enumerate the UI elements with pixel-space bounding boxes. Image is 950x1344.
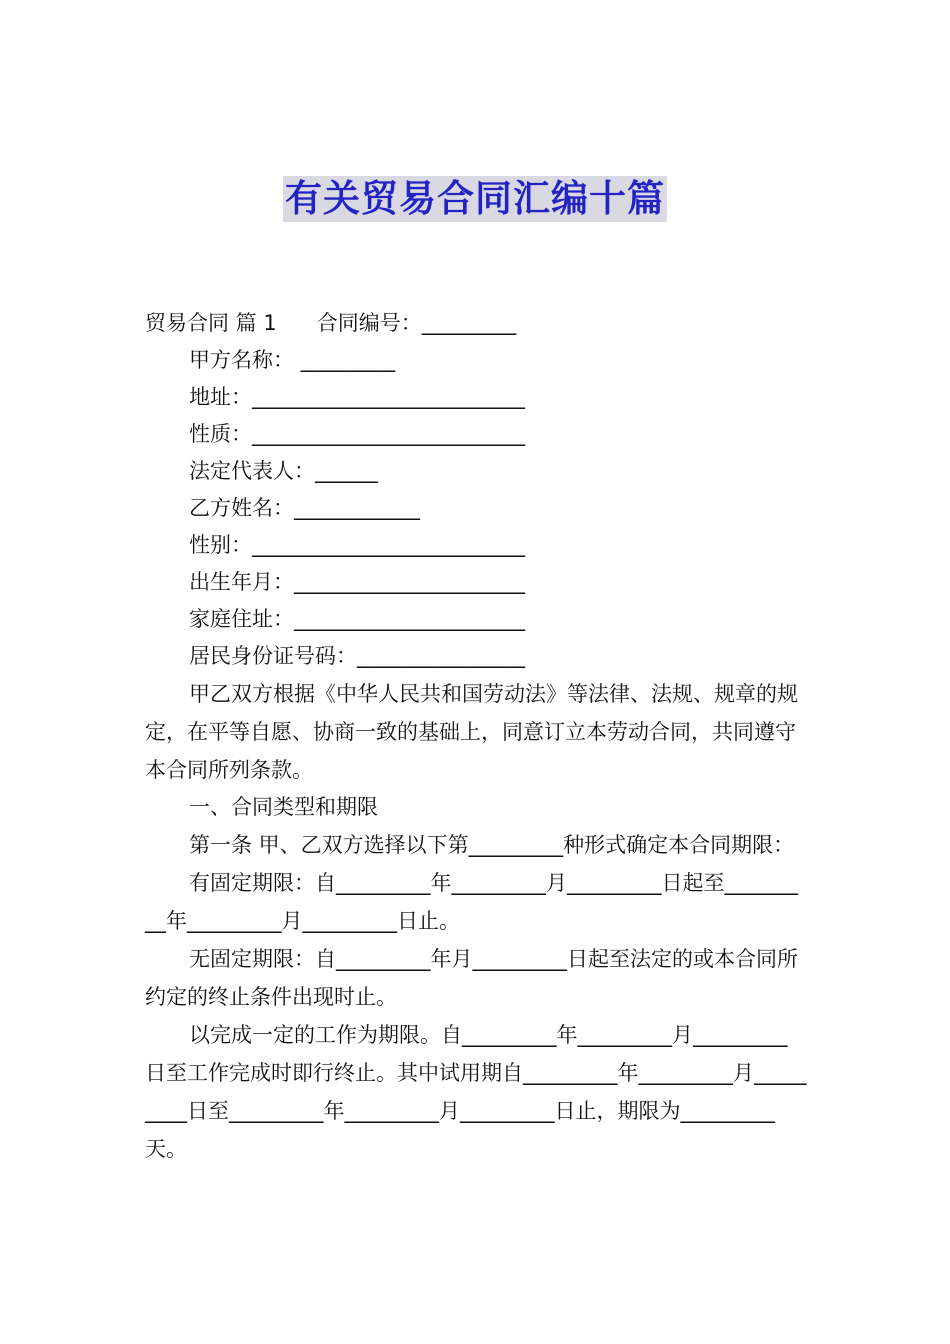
field-home-address: 家庭住址：______________________ [189,607,525,631]
field-nature: 性质：__________________________ [189,422,525,446]
document-body [145,305,807,1168]
field-address: 地址：__________________________ [189,385,525,409]
contract-header-line: 贸易合同 篇 1 合同编号：_________ [145,311,517,335]
paragraph-preamble: 甲乙双方根据《中华人民共和国劳动法》等法律、法规、规章的规定，在平等自愿、协商一致的基础上，同意订立本劳动合同，共同遵守本合同所列条款。 [145,682,798,782]
field-gender: 性别：__________________________ [189,533,525,557]
paragraph-fixed-term: 有固定期限：自_________年_________月_________日起至_________年_________月_________日止。 [145,871,798,933]
field-party-b-name: 乙方姓名：____________ [189,496,420,520]
field-party-a-name: 甲方名称： _________ [189,348,396,372]
paragraph-article-1: 第一条 甲、乙双方选择以下第_________种形式确定本合同期限： [189,833,795,857]
paragraph-open-term: 无固定期限：自_________年月_________日起至法定的或本合同所约定的终止条件出现时止。 [145,947,798,1009]
field-birth-date: 出生年月：______________________ [189,570,525,594]
document-title-block [0,176,950,222]
field-legal-representative: 法定代表人：______ [189,459,378,483]
section-heading-contract-type: 一、合同类型和期限 [189,795,378,819]
document-title: 有关贸易合同汇编十篇 [285,177,665,220]
field-id-number: 居民身份证号码：________________ [189,644,525,668]
paragraph-task-term: 以完成一定的工作为期限。自_________年_________月_________日至工作完成时即行终止。其中试用期自_________年_________月_________日至_________年_________月_________日止，期限为_________天。 [145,1023,807,1161]
